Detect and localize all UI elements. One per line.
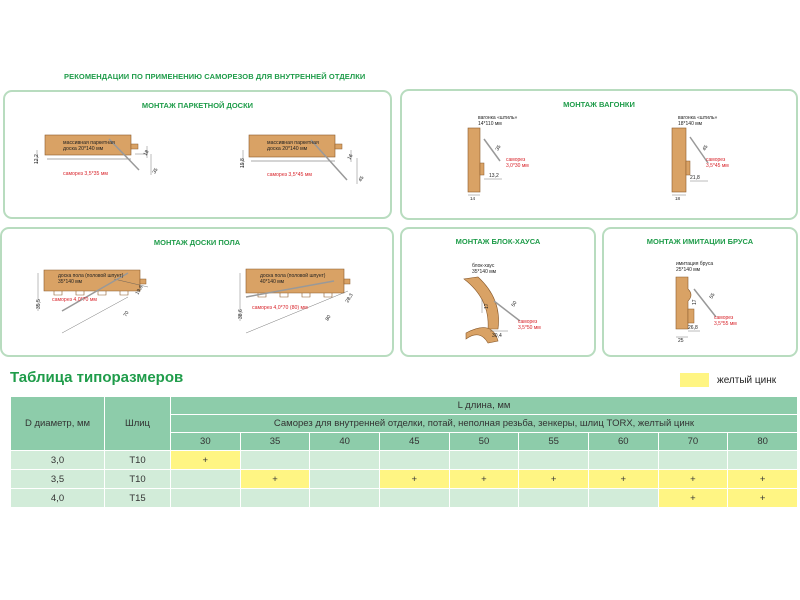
header-description: Саморез для внутренней отделки, потай, неполная резьба, зенкеры, шлиц TORX, желтый цинк (171, 415, 798, 433)
floor-left-screw: саморез 4,0*70 мм (52, 297, 97, 303)
blockhouse-screw-1: саморез (518, 319, 538, 325)
parquet-tongue (131, 144, 138, 149)
parquet-left-dim-b: 35 (151, 167, 160, 175)
parquet-left-thickness: 12,2 (34, 154, 40, 164)
panel-title: МОНТАЖ ПАРКЕТНОЙ ДОСКИ (141, 101, 254, 110)
parquet-right-dim-a: 16 (346, 153, 355, 161)
header-slot: Шлиц (105, 397, 171, 451)
length-header: 50 (449, 433, 519, 451)
vagonka-left-dim-a: 35 (494, 144, 503, 152)
sizes-table (10, 396, 798, 508)
empty-cell (379, 489, 449, 508)
length-header: 40 (310, 433, 380, 451)
empty-cell (240, 489, 310, 508)
length-header: 60 (588, 433, 658, 451)
floor-left-label-2: 35*140 мм (58, 279, 83, 285)
row-slot: T10 (105, 451, 171, 470)
vagonka-right-label-2: 18*140 мм (678, 121, 703, 127)
parquet-left-label-1: массивная паркетная (63, 140, 115, 146)
floor-diagram (2, 229, 396, 359)
size-rows (11, 451, 798, 508)
empty-cell (449, 451, 519, 470)
floor-right-dim-a: 28,3 (344, 292, 355, 304)
row-slot: T15 (105, 489, 171, 508)
vagonka-left-dim-c: 14 (470, 196, 476, 201)
legend-label: желтый цинк (717, 374, 777, 386)
row-diameter: 3,0 (11, 451, 105, 470)
empty-cell (519, 489, 589, 508)
row-diameter: 3,5 (11, 470, 105, 489)
vagonka-left-screw-1: саморез (506, 157, 526, 163)
vagonka-right-dim-c: 18 (675, 196, 681, 201)
beam-screw-1: саморез (714, 315, 734, 321)
parquet-right-label-1: массивная паркетная (267, 140, 319, 146)
vagonka-left-dim-b: 13,2 (489, 173, 499, 179)
parquet-left-screw: саморез 3,5*35 мм (63, 171, 108, 177)
empty-cell (310, 470, 380, 489)
table-row (11, 470, 798, 489)
row-diameter: 4,0 (11, 489, 105, 508)
floor-right-screw: саморез 4,0*70 (80) мм (252, 305, 308, 311)
header-length: L длина, мм (171, 397, 798, 415)
availability-mark: + (728, 470, 798, 489)
parquet-left-label-2: доска 20*140 мм (63, 146, 104, 152)
vagonka-tongue (686, 161, 690, 175)
empty-cell (449, 489, 519, 508)
length-header: 55 (519, 433, 589, 451)
floor-right-dim-b: 80 (324, 314, 333, 322)
length-header: 80 (728, 433, 798, 451)
vagonka-left-label-1: вагонка «штиль» (478, 115, 518, 121)
availability-mark: + (658, 489, 728, 508)
parquet-right-screw: саморез 3,5*45 мм (267, 172, 312, 178)
row-slot: T10 (105, 470, 171, 489)
main-title: РЕКОМЕНДАЦИИ ПО ПРИМЕНЕНИЮ САМОРЕЗОВ ДЛЯ ВНУТРЕННЕЙ ОТДЕЛКИ (64, 72, 366, 81)
vagonka-left-label-2: 14*110 мм (478, 121, 502, 127)
table-row (11, 451, 798, 470)
availability-mark: + (171, 451, 241, 470)
empty-cell (658, 451, 728, 470)
availability-mark: + (588, 470, 658, 489)
length-header: 70 (658, 433, 728, 451)
vagonka-right-dim-b: 21,8 (690, 175, 700, 181)
floor-left-dim-a: 19,6 (134, 284, 145, 296)
legend-swatch-yellow (680, 373, 709, 387)
panel-parquet (3, 90, 392, 219)
availability-mark: + (379, 470, 449, 489)
vagonka-left-screw-2: 3,0*30 мм (506, 163, 529, 169)
table-title: Таблица типоразмеров (10, 369, 184, 386)
empty-cell (588, 489, 658, 508)
empty-cell (310, 489, 380, 508)
panel-vagonka (400, 89, 798, 220)
floor-right-label-1: доска пола (половой шпунт) (260, 273, 326, 279)
legend (680, 373, 776, 387)
empty-cell (588, 451, 658, 470)
vagonka-board (672, 128, 686, 192)
panel-blockhouse (400, 227, 596, 357)
parquet-left-dim-a: 18 (142, 149, 151, 157)
beam-tongue (688, 309, 694, 323)
beam-label-1: имитация бруса (676, 261, 714, 267)
blockhouse-screw-2: 3,5*50 мм (518, 325, 541, 331)
floor-tongue (140, 279, 146, 284)
availability-mark: + (240, 470, 310, 489)
vagonka-tongue (480, 163, 484, 175)
panel-floor (0, 227, 394, 357)
length-header: 35 (240, 433, 310, 451)
beam-diagram (604, 229, 800, 359)
panel-title: МОНТАЖ БЛОК-ХАУСА (455, 237, 541, 246)
vagonka-right-screw-2: 3,5*45 мм (706, 163, 729, 169)
availability-mark: + (449, 470, 519, 489)
parquet-right-dim-b: 45 (357, 175, 366, 183)
empty-cell (240, 451, 310, 470)
availability-mark: + (658, 470, 728, 489)
blockhouse-label-1: блок-хаус (472, 263, 495, 269)
blockhouse-dim-b: 17 (484, 303, 490, 309)
panel-title: МОНТАЖ ДОСКИ ПОЛА (153, 238, 241, 247)
beam-dim-a: 55 (708, 292, 717, 300)
table-row (11, 489, 798, 508)
floor-left-dim-b: 70 (122, 310, 131, 318)
beam-dim-d: 25 (678, 338, 684, 344)
floor-left-thickness: 35,5 (36, 299, 42, 309)
header-diameter: D диаметр, мм (11, 397, 105, 451)
beam-dim-c: 26,8 (688, 325, 698, 331)
length-header: 30 (171, 433, 241, 451)
parquet-diagram (5, 92, 394, 221)
panel-beam (602, 227, 798, 357)
vagonka-diagram (402, 91, 800, 222)
parquet-right-thickness: 19,8 (240, 158, 246, 168)
availability-mark: + (519, 470, 589, 489)
blockhouse-diagram (402, 229, 598, 359)
blockhouse-dim-a: 50 (510, 300, 519, 308)
empty-cell (728, 451, 798, 470)
beam-label-2: 25*140 мм (676, 267, 701, 273)
floor-tongue (344, 279, 350, 284)
panel-title: МОНТАЖ ИМИТАЦИИ БРУСА (646, 237, 754, 246)
availability-mark: + (728, 489, 798, 508)
floor-right-label-2: 40*140 мм (260, 279, 285, 285)
beam-dim-b: 17 (692, 299, 698, 305)
blockhouse-dim-c: 30,4 (492, 333, 502, 339)
floor-right-thickness: 38,6 (238, 309, 244, 319)
vagonka-right-screw-1: саморез (706, 157, 726, 163)
beam-screw-2: 3,5*55 мм (714, 321, 737, 327)
blockhouse-log (464, 277, 499, 329)
vagonka-right-dim-a: 45 (701, 144, 710, 152)
panel-title: МОНТАЖ ВАГОНКИ (563, 100, 635, 109)
floor-left-label-1: доска пола (половой шпунт) (58, 273, 124, 279)
empty-cell (310, 451, 380, 470)
blockhouse-label-2: 35*140 мм (472, 269, 497, 275)
length-header: 45 (379, 433, 449, 451)
vagonka-right-label-1: вагонка «штиль» (678, 115, 718, 121)
empty-cell (379, 451, 449, 470)
empty-cell (171, 470, 241, 489)
vagonka-board (468, 128, 480, 192)
parquet-right-label-2: доска 20*140 мм (267, 146, 308, 152)
empty-cell (171, 489, 241, 508)
parquet-tongue (335, 144, 342, 149)
empty-cell (519, 451, 589, 470)
